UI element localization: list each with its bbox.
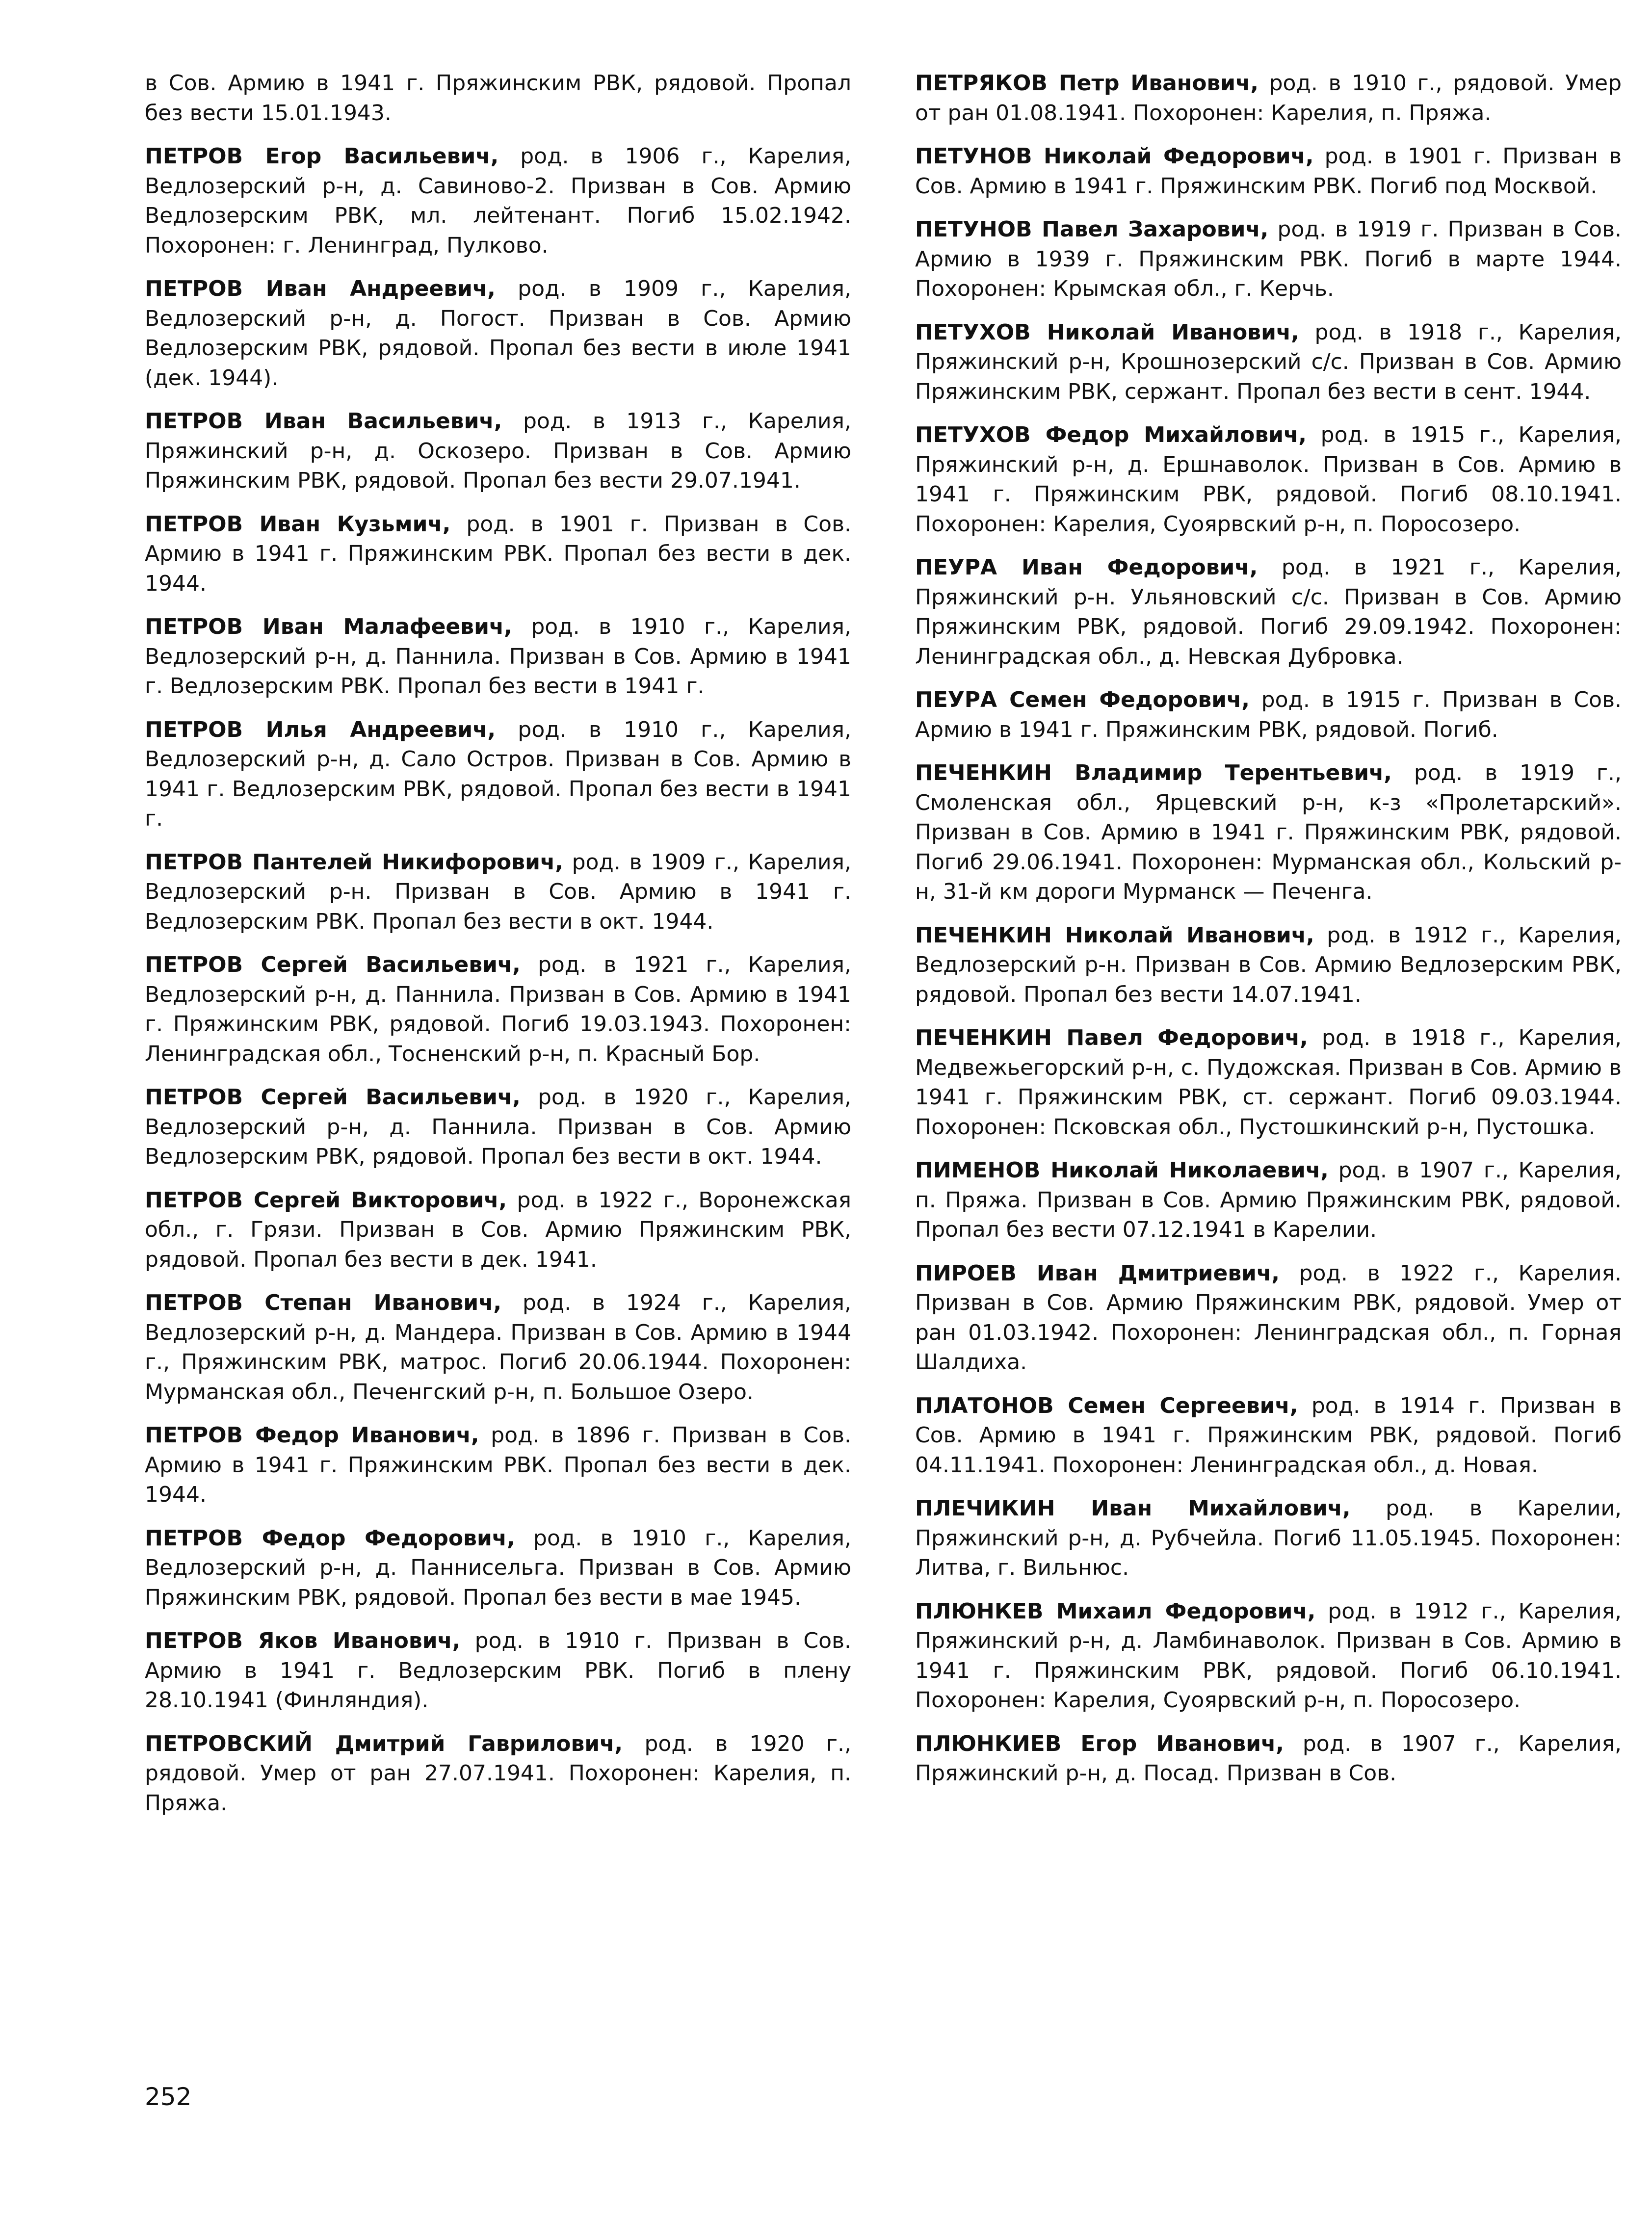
record-entry (145, 69, 851, 128)
record-entry (145, 142, 851, 261)
record-name: ПЕТРОВ Степан Иванович, (145, 1290, 502, 1315)
record-name: ПЛЕЧИКИН Иван Михайлович, (915, 1496, 1351, 1521)
record-entry (915, 69, 1622, 128)
record-text: род. в 1912 г., Карелия, Ведлозерский р-н. Призван в Сов. Армию Ведлозерским РВК, рядовой. Пропал без вести 14.07.1941. (915, 922, 1622, 1007)
record-text: род. в 1918 г., Карелия, Медвежьегорский р-н, с. Пудожская. Призван в Сов. Армию в 1941 г. Пряжинским РВК, ст. сержант. Погиб 09.03.1944. Похоронен: Псковская обл., Пустошкинский р-н, Пустошка. (915, 1025, 1622, 1140)
record-name: ПЕТУНОВ Павел Захарович, (915, 217, 1269, 242)
record-name: ПЕТРОВ Федор Иванович, (145, 1423, 479, 1448)
record-entry (915, 1259, 1622, 1378)
record-text: род. в 1919 г. Призван в Сов. Армию в 1939 г. Пряжинским РВК. Погиб в марте 1944. Похоронен: Крымская обл., г. Керчь. (915, 217, 1622, 301)
record-name: ПЕТРЯКОВ Петр Иванович, (915, 71, 1259, 96)
record-entry (915, 1494, 1622, 1583)
record-text: род. в 1910 г., рядовой. Умер от ран 01.08.1941. Похоронен: Карелия, п. Пряжа. (915, 71, 1622, 126)
record-entry (145, 510, 851, 599)
record-entry (915, 685, 1622, 745)
record-text: род. в Карелии, Пряжинский р-н, д. Рубчейла. Погиб 11.05.1945. Похоронен: Литва, г. Вильнюс. (915, 1496, 1622, 1580)
record-entry (915, 758, 1622, 907)
record-entry (145, 274, 851, 393)
record-name: ПЕТРОВ Федор Федорович, (145, 1525, 515, 1551)
record-text: род. в 1919 г., Смоленская обл., Ярцевский р-н, к-з «Пролетарский». Призван в Сов. Армию в 1941 г. Пряжинским РВК, рядовой. Погиб 29.06.1941. Похоронен: Мурманская обл., Кольский р-н, 31-й км дороги Мурманск — Печенга. (915, 760, 1622, 904)
record-text: род. в 1909 г., Карелия, Ведлозерский р-н. Призван в Сов. Армию в 1941 г. Ведлозерским РВК. Пропал без вести в окт. 1944. (145, 849, 852, 934)
record-entry (915, 318, 1622, 407)
record-text: род. в 1896 г. Призван в Сов. Армию в 1941 г. Пряжинским РВК. Пропал без вести в дек. 1944. (145, 1423, 851, 1507)
record-entry (145, 407, 851, 496)
record-name: ПЕУРА Семен Федорович, (915, 687, 1250, 712)
record-name: ПЛЮНКЕВ Михаил Федорович, (915, 1598, 1316, 1624)
record-name: ПЕЧЕНКИН Николай Иванович, (915, 922, 1314, 948)
record-entry (145, 1421, 851, 1510)
record-name: ПЕЧЕНКИН Владимир Терентьевич, (915, 760, 1392, 785)
record-text: род. в 1910 г., Карелия, Ведлозерский р-н, д. Сало Остров. Призван в Сов. Армию в 1941 г. Ведлозерским РВК, рядовой. Пропал без вести в 1941 г. (145, 717, 852, 831)
record-entry (915, 921, 1622, 1010)
record-text: род. в 1922 г., Карелия. Призван в Сов. Армию Пряжинским РВК, рядовой. Умер от ран 01.03.1942. Похоронен: Ленинградская обл., п. Горная Шалдиха. (915, 1260, 1622, 1375)
record-name: ПЕТРОВ Иван Андреевич, (145, 276, 496, 301)
record-text: род. в 1915 г., Карелия, Пряжинский р-н, д. Ершнаволок. Призван в Сов. Армию в 1941 г. Пряжинским РВК, рядовой. Погиб 08.10.1941. Похоронен: Карелия, Суоярвский р-н, п. Поросозеро. (915, 422, 1622, 537)
record-name: ПЕТРОВСКИЙ Дмитрий Гаврилович, (145, 1731, 623, 1756)
record-text: в Сов. Армию в 1941 г. Пряжинским РВК, рядовой. Пропал без вести 15.01.1943. (145, 71, 851, 126)
record-name: ПЕТУХОВ Николай Иванович, (915, 319, 1299, 345)
record-entry (915, 215, 1622, 304)
record-name: ПЕТРОВ Пантелей Никифорович, (145, 849, 563, 875)
record-name: ПЕТУНОВ Николай Федорович, (915, 144, 1314, 169)
record-entry (145, 1186, 851, 1275)
record-entry (145, 715, 851, 834)
record-name: ПЕТРОВ Иван Малафеевич, (145, 614, 512, 639)
record-entry (915, 1597, 1622, 1716)
record-entry (915, 1391, 1622, 1481)
record-text: род. в 1910 г. Призван в Сов. Армию в 1941 г. Ведлозерским РВК. Погиб в плену 28.10.1941 (Финляндия). (145, 1628, 851, 1713)
record-entry (145, 950, 851, 1069)
record-entry (145, 612, 851, 702)
record-entry (145, 1288, 851, 1407)
record-entry (145, 848, 851, 937)
record-text: род. в 1901 г. Призван в Сов. Армию в 1941 г. Пряжинским РВК. Погиб под Москвой. (915, 144, 1622, 199)
record-text: род. в 1921 г., Карелия, Ведлозерский р-н, д. Паннила. Призван в Сов. Армию в 1941 г. Пряжинским РВК, рядовой. Погиб 19.03.1943. Похоронен: Ленинградская обл., Тосненский р-н, п. Красный Бор. (145, 952, 852, 1067)
record-text: род. в 1918 г., Карелия, Пряжинский р-н, Крошнозерский с/с. Призван в Сов. Армию Пряжинским РВК, сержант. Пропал без вести в сент. 1944. (915, 319, 1622, 404)
record-name: ПЕТРОВ Сергей Васильевич, (145, 1085, 521, 1110)
record-name: ПЕТРОВ Иван Васильевич, (145, 409, 502, 434)
record-text: род. в 1920 г., рядовой. Умер от ран 27.07.1941. Похоронен: Карелия, п. Пряжа. (145, 1731, 851, 1816)
record-name: ПЕТРОВ Егор Васильевич, (145, 144, 499, 169)
record-name: ПЕЧЕНКИН Павел Федорович, (915, 1025, 1308, 1050)
record-name: ПИРОЕВ Иван Дмитриевич, (915, 1260, 1280, 1286)
record-entry (915, 1023, 1622, 1142)
record-name: ПЕУРА Иван Федорович, (915, 555, 1258, 580)
record-text: род. в 1924 г., Карелия, Ведлозерский р-н, д. Мандера. Призван в Сов. Армию в 1944 г., Пряжинским РВК, матрос. Погиб 20.06.1944. Похоронен: Мурманская обл., Печенгский р-н, п. Большое Озеро. (145, 1290, 852, 1405)
record-text: род. в 1907 г., Карелия, п. Пряжа. Призван в Сов. Армию Пряжинским РВК, рядовой. Пропал без вести 07.12.1941 в Карелии. (915, 1158, 1622, 1242)
record-entry (145, 1524, 851, 1613)
record-name: ПЕТРОВ Сергей Васильевич, (145, 952, 521, 977)
record-name: ПЕТРОВ Иван Кузьмич, (145, 511, 451, 537)
page-number: 252 (145, 2083, 192, 2111)
record-name: ПЛЮНКИЕВ Егор Иванович, (915, 1731, 1284, 1756)
record-entry (145, 1083, 851, 1172)
record-text: род. в 1907 г., Карелия, Пряжинский р-н, д. Посад. Призван в Сов. (915, 1731, 1622, 1786)
record-text: род. в 1915 г. Призван в Сов. Армию в 1941 г. Пряжинским РВК, рядовой. Погиб. (915, 687, 1622, 742)
record-entry (915, 1729, 1622, 1789)
record-name: ПИМЕНОВ Николай Николаевич, (915, 1158, 1329, 1183)
record-text: род. в 1921 г., Карелия, Пряжинский р-н. Ульяновский с/с. Призван в Сов. Армию Пряжинским РВК, рядовой. Погиб 29.09.1942. Похоронен: Ленинградская обл., д. Невская Дубровка. (915, 555, 1622, 669)
record-entry (145, 1729, 851, 1819)
record-text: род. в 1910 г., Карелия, Ведлозерский р-н, д. Паннила. Призван в Сов. Армию в 1941 г. Ведлозерским РВК. Пропал без вести в 1941 г. (145, 614, 852, 699)
record-text: род. в 1912 г., Карелия, Пряжинский р-н, д. Ламбинаволок. Призван в Сов. Армию в 1941 г. Пряжинским РВК, рядовой. Погиб 06.10.1941. Похоронен: Карелия, Суоярвский р-н, п. Поросозеро. (915, 1598, 1622, 1713)
record-entry (915, 553, 1622, 672)
record-text: род. в 1922 г., Воронежская обл., г. Грязи. Призван в Сов. Армию Пряжинским РВК, рядовой. Пропал без вести в дек. 1941. (145, 1187, 851, 1272)
record-text: род. в 1914 г. Призван в Сов. Армию в 1941 г. Пряжинским РВК, рядовой. Погиб 04.11.1941. Похоронен: Ленинградская обл., д. Новая. (915, 1393, 1622, 1478)
record-name: ПЕТРОВ Сергей Викторович, (145, 1187, 507, 1213)
record-text: род. в 1906 г., Карелия, Ведлозерский р-н, д. Савиново-2. Призван в Сов. Армию Ведлозерским РВК, мл. лейтенант. Погиб 15.02.1942. Похоронен: г. Ленинград, Пулково. (145, 144, 852, 258)
record-text: род. в 1909 г., Карелия, Ведлозерский р-н, д. Погост. Призван в Сов. Армию Ведлозерским РВК, рядовой. Пропал без вести в июле 1941 (дек. 1944). (145, 276, 851, 391)
record-entry (915, 420, 1622, 539)
record-text: род. в 1920 г., Карелия, Ведлозерский р-н, д. Паннила. Призван в Сов. Армию Ведлозерским РВК, рядовой. Пропал без вести в окт. 1944. (145, 1085, 852, 1169)
record-text: род. в 1901 г. Призван в Сов. Армию в 1941 г. Пряжинским РВК. Пропал без вести в дек. 1944. (145, 511, 851, 596)
record-name: ПЛАТОНОВ Семен Сергеевич, (915, 1393, 1298, 1418)
record-entry (915, 1156, 1622, 1245)
record-text: род. в 1913 г., Карелия, Пряжинский р-н, д. Оскозеро. Призван в Сов. Армию Пряжинским РВК, рядовой. Пропал без вести 29.07.1941. (145, 409, 852, 493)
right-column (915, 69, 1622, 1802)
record-text: род. в 1910 г., Карелия, Ведлозерский р-н, д. Паннисельга. Призван в Сов. Армию Пряжинским РВК, рядовой. Пропал без вести в мае 1945. (145, 1525, 851, 1610)
record-entry (145, 1626, 851, 1716)
record-name: ПЕТУХОВ Федор Михайлович, (915, 422, 1307, 447)
record-name: ПЕТРОВ Яков Иванович, (145, 1628, 461, 1653)
record-name: ПЕТРОВ Илья Андреевич, (145, 717, 496, 742)
left-column (145, 69, 851, 1832)
record-entry (915, 142, 1622, 201)
